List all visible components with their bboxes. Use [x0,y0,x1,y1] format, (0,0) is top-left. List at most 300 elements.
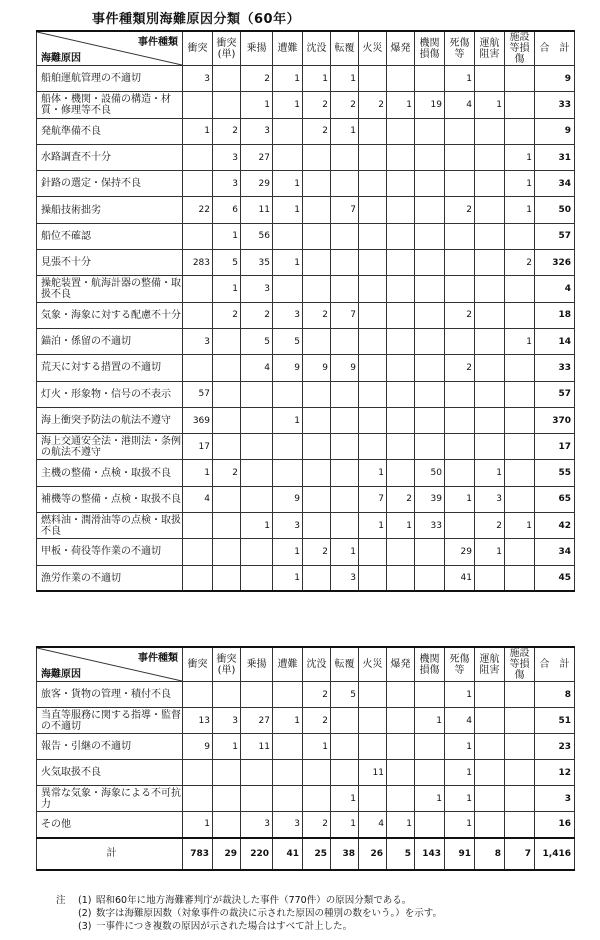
table-row [37,276,575,302]
table-cell [359,276,387,302]
table-cell [273,682,303,708]
table-cell: 1 [331,539,359,565]
table-cell [331,276,359,302]
table-cell [359,381,387,407]
table-cell: 1 [273,171,303,197]
table-cell [213,328,241,354]
table-cell [273,118,303,144]
table-cell [303,434,331,460]
table-cell [505,486,535,512]
table-cell [359,539,387,565]
table-cell: 29 [445,539,475,565]
table-cell: 1 [183,460,213,486]
table-cell [475,734,505,760]
table-cell [505,92,535,118]
table-cell: 1 [445,486,475,512]
total-row-label: 計 [37,838,183,870]
table-cell: 1 [445,786,475,812]
table-cell [241,407,273,433]
table-cell [183,302,213,328]
table-cell: 1 [303,66,331,92]
table-row [37,250,575,276]
table-cell [387,407,415,433]
table-cell [241,460,273,486]
row-total: 31 [535,144,575,170]
row-total: 23 [535,734,575,760]
table-cell [387,171,415,197]
table-cell [303,786,331,812]
row-total: 33 [535,355,575,381]
table-cell [213,565,241,591]
table-cell [445,407,475,433]
table-cell [475,171,505,197]
table-cell [331,381,359,407]
table-cell: 1 [387,92,415,118]
total-cell: 783 [183,838,213,870]
table-cell: 2 [303,302,331,328]
table-cell [303,460,331,486]
table-cell [387,66,415,92]
table-cell [331,250,359,276]
table-cell [213,513,241,539]
table-cell: 2 [213,302,241,328]
table-cell [475,223,505,249]
total-cell: 220 [241,838,273,870]
table-cell: 4 [183,486,213,512]
table-cell [183,539,213,565]
footnote-item [56,907,586,920]
table-cell: 1 [475,460,505,486]
table-cell: 1 [303,734,331,760]
table-cell: 1 [183,812,213,838]
row-total: 14 [535,328,575,354]
row-label: 船位不確認 [37,223,183,249]
row-total: 33 [535,92,575,118]
row-label: 当直等服務に関する指導・監督の不適切 [37,708,183,734]
table-row [37,434,575,460]
footnote-item [56,920,586,933]
table-cell: 1 [505,171,535,197]
table-row [37,513,575,539]
row-label: 報告・引継の不適切 [37,734,183,760]
row-total: 55 [535,460,575,486]
table-cell [415,760,445,786]
table-cell: 1 [505,197,535,223]
table-cell [241,682,273,708]
row-label: 主機の整備・点検・取扱不良 [37,460,183,486]
row-total: 65 [535,486,575,512]
table-cell: 1 [273,708,303,734]
table-cell: 1 [505,328,535,354]
table-cell: 2 [241,302,273,328]
table-row [37,381,575,407]
row-total: 18 [535,302,575,328]
table-cell: 1 [359,513,387,539]
table-cell: 1 [415,708,445,734]
table-cell: 1 [213,223,241,249]
column-header: 衝突 [183,647,213,682]
table-cell [331,223,359,249]
table-cell [183,144,213,170]
row-label: 海上衝突予防法の航法不遵守 [37,407,183,433]
table-cell [303,276,331,302]
table-cell [273,144,303,170]
column-header: 機関損傷 [415,31,445,66]
table-cell: 1 [331,812,359,838]
table-cell: 2 [505,250,535,276]
table-cell: 4 [241,355,273,381]
table-cell [359,223,387,249]
table-cell: 2 [303,812,331,838]
table-cell [505,381,535,407]
table-cell: 1 [273,407,303,433]
table-cell: 7 [359,486,387,512]
column-header: 沈没 [303,31,331,66]
table-cell [415,734,445,760]
table-cell: 1 [505,144,535,170]
table-cell [183,223,213,249]
table-cell [273,734,303,760]
table-cell: 11 [359,760,387,786]
table-cell [183,276,213,302]
column-header: 沈没 [303,647,331,682]
table-cell [331,734,359,760]
table-cell [415,66,445,92]
table-cell [475,708,505,734]
row-total: 9 [535,118,575,144]
table-cell: 283 [183,250,213,276]
table-cell [387,539,415,565]
table-cell [475,144,505,170]
row-label: 操船技術拙劣 [37,197,183,223]
table-cell [415,355,445,381]
table-cell [241,786,273,812]
table-cell [331,760,359,786]
row-label: その他 [37,812,183,838]
table-row [37,539,575,565]
table-cell [475,565,505,591]
corner-label-cause: 海難原因 [41,669,81,680]
table-cell [303,328,331,354]
table-cell: 4 [445,92,475,118]
table-cell [387,434,415,460]
table-cell: 7 [331,302,359,328]
table-cell: 4 [445,708,475,734]
table-cell: 3 [213,144,241,170]
table-cell: 11 [241,197,273,223]
table-cell: 1 [213,276,241,302]
table-cell [241,760,273,786]
table-cell [213,682,241,708]
table-cell: 9 [273,355,303,381]
table-cell [387,734,415,760]
table-cell [331,328,359,354]
table-cell: 1 [331,786,359,812]
table-cell [241,434,273,460]
column-header: 死傷等 [445,647,475,682]
table-cell: 3 [183,66,213,92]
total-cell: 1,416 [535,838,575,870]
table-cell: 1 [331,118,359,144]
table-cell [445,250,475,276]
table-cell [475,276,505,302]
table-cell [213,486,241,512]
table-cell: 2 [303,539,331,565]
table-cell: 1 [359,460,387,486]
total-cell: 25 [303,838,331,870]
row-label: 火気取扱不良 [37,760,183,786]
row-label: 漁労作業の不適切 [37,565,183,591]
table-cell [213,66,241,92]
table-cell [505,276,535,302]
header-corner [37,647,183,682]
table-cell [303,171,331,197]
table-cell [359,144,387,170]
table-cell [213,407,241,433]
table-cell: 1 [445,682,475,708]
table-cell: 3 [475,486,505,512]
column-header: 衝突(単) [213,647,241,682]
table-cell: 2 [241,66,273,92]
table-row [37,118,575,144]
table-cell: 7 [331,197,359,223]
table-cell: 9 [183,734,213,760]
row-label: 船舶運航管理の不適切 [37,66,183,92]
table-cell: 13 [183,708,213,734]
table-cell: 3 [273,302,303,328]
table-cell [445,118,475,144]
column-header: 転覆 [331,31,359,66]
row-label: 操舵装置・航海計器の整備・取扱不良 [37,276,183,302]
table-cell [359,197,387,223]
footnote-text: 昭和60年に地方海難審判庁が裁決した事件（770件）の原因分類である。 [96,895,412,906]
table-cell [273,460,303,486]
table-cell: 9 [273,486,303,512]
table-cell [241,381,273,407]
table-cell: 369 [183,407,213,433]
table-row [37,197,575,223]
row-label: 甲板・荷役等作業の不適切 [37,539,183,565]
table-cell [475,434,505,460]
table-cell [359,407,387,433]
table-cell: 3 [331,565,359,591]
table-cell: 57 [183,381,213,407]
table-cell [387,197,415,223]
table-cell [213,355,241,381]
table-cell [183,682,213,708]
table-cell [387,682,415,708]
table-cell: 1 [505,513,535,539]
table-cell [241,539,273,565]
row-label: 気象・海象に対する配慮不十分 [37,302,183,328]
table-cell [415,565,445,591]
table-cell [183,171,213,197]
table-cell [359,302,387,328]
table-cell: 27 [241,144,273,170]
table-cell [331,144,359,170]
table-cell [213,539,241,565]
table-cell [415,682,445,708]
table-cell [303,407,331,433]
row-total: 50 [535,197,575,223]
column-header: 遭難 [273,31,303,66]
table-cell [415,197,445,223]
table-cell [505,734,535,760]
table-cell [331,171,359,197]
table-cell: 2 [359,92,387,118]
table-row [37,812,575,838]
table-cell [387,381,415,407]
column-header: 施設等損傷 [505,647,535,682]
table-cell [387,118,415,144]
total-cell: 91 [445,838,475,870]
table-cell [505,708,535,734]
table-cell [359,355,387,381]
table-cell: 2 [303,708,331,734]
table-cell [475,682,505,708]
table-cell: 6 [213,197,241,223]
table-cell: 1 [475,92,505,118]
row-total: 9 [535,66,575,92]
table-cell [213,760,241,786]
table-cell: 2 [475,513,505,539]
table-cell [183,92,213,118]
table-cell: 1 [475,539,505,565]
row-label: 荒天に対する措置の不適切 [37,355,183,381]
table-cell [331,513,359,539]
row-total: 45 [535,565,575,591]
table-cell [505,565,535,591]
table-cell: 5 [241,328,273,354]
table-cell [387,786,415,812]
table-cell [273,276,303,302]
row-total: 51 [535,708,575,734]
table-cell [505,118,535,144]
table-cell: 1 [445,734,475,760]
table-cell [475,381,505,407]
table-row [37,328,575,354]
table-cell [303,486,331,512]
table-cell [213,92,241,118]
footnotes [56,894,586,933]
table-cell [303,197,331,223]
table-cell [387,760,415,786]
table-cell [273,381,303,407]
table-cell: 1 [387,513,415,539]
table-cell [359,118,387,144]
footnote-lead [56,907,78,920]
table-cell: 2 [213,460,241,486]
table-cell [331,708,359,734]
column-header: 爆発 [387,31,415,66]
table-cell: 5 [331,682,359,708]
table-cell: 17 [183,434,213,460]
table-cell [387,144,415,170]
table-cell: 2 [445,355,475,381]
table-cell [359,682,387,708]
table-cell: 1 [213,734,241,760]
footnote-text: 一事件につき複数の原因が示された場合はすべて計上した。 [96,921,353,932]
table-cell [415,171,445,197]
row-total: 370 [535,407,575,433]
table-cell [387,223,415,249]
row-label: 燃料油・潤滑油等の点検・取扱不良 [37,513,183,539]
column-header: 火災 [359,31,387,66]
column-header: 乗揚 [241,647,273,682]
table-cell: 2 [331,92,359,118]
table-cell [415,250,445,276]
footnote-text: 数字は海難原因数（対象事件の裁決に示された原因の種別の数をいう。）を示す。 [96,908,442,919]
table-row [37,92,575,118]
column-header: 運航阻害 [475,647,505,682]
row-total: 326 [535,250,575,276]
column-header: 機関損傷 [415,647,445,682]
row-total: 34 [535,539,575,565]
column-header: 運航阻害 [475,31,505,66]
table-cell [445,171,475,197]
table-cell [387,565,415,591]
table-cell: 22 [183,197,213,223]
table-cell [445,381,475,407]
table-cell: 3 [213,708,241,734]
table-cell [387,276,415,302]
row-label: 海上交通安全法・港則法・条例の航法不遵守 [37,434,183,460]
table-cell [359,250,387,276]
table-cell [505,223,535,249]
table-cell [415,118,445,144]
table-cell [415,539,445,565]
row-total: 17 [535,434,575,460]
table-cell [445,223,475,249]
table-cell [445,276,475,302]
table-cell [505,460,535,486]
table-row [37,171,575,197]
column-header: 爆発 [387,647,415,682]
table-cell [387,302,415,328]
table-cell [303,513,331,539]
table-cell: 29 [241,171,273,197]
table-cell [445,513,475,539]
table-cell: 2 [303,92,331,118]
table-cell: 2 [445,197,475,223]
corner-label-incident-type: 事件種類 [138,653,178,664]
table-cell: 3 [273,812,303,838]
row-total: 16 [535,812,575,838]
table-cell [359,786,387,812]
table-cell: 1 [273,539,303,565]
table-cell: 2 [303,118,331,144]
row-label: 水路調査不十分 [37,144,183,170]
table-cell [273,786,303,812]
table-cell [505,682,535,708]
table-row [37,486,575,512]
table-cell: 3 [241,812,273,838]
table-cell [183,565,213,591]
table-cell [475,250,505,276]
table-cell: 1 [331,66,359,92]
row-total: 34 [535,171,575,197]
table-row [37,223,575,249]
table-cell [415,302,445,328]
row-total: 57 [535,381,575,407]
table-cell [475,328,505,354]
table-cell: 1 [273,565,303,591]
table-cell: 2 [445,302,475,328]
column-header: 施設等損傷 [505,31,535,66]
total-cell: 29 [213,838,241,870]
table-cell [415,434,445,460]
table-cell: 1 [241,513,273,539]
